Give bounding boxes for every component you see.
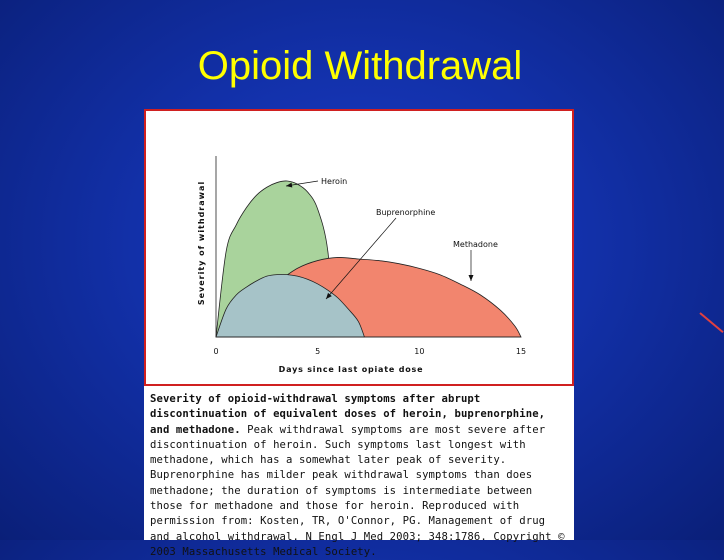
x-ticks <box>213 347 526 356</box>
accent-line <box>699 312 723 333</box>
y-axis-label: Severity of withdrawal <box>197 180 206 306</box>
caption-body-text: Peak withdrawal symptoms are most severe after discontinuation of heroin. Such symptoms last longest with methadone, which has a somewhat later peak of severity. Buprenorphine has milder peak withdrawal symptoms than does methadone; the duration of symptoms is intermediate between those for methadone and those for heroin. Reproduced with permission from: Kosten, TR, O'Connor, PG. Management of drug and alcohol withdrawal. N Engl J Med 2003; 348:1786. Copyright © 2003 Massachusetts Medical Society. <box>150 423 565 558</box>
withdrawal-chart <box>146 111 572 384</box>
annotation-label: Heroin <box>321 177 348 186</box>
figure-caption <box>144 386 574 558</box>
x-tick-label: 10 <box>414 347 425 356</box>
x-axis-label: Days since last opiate dose <box>278 365 424 374</box>
arrowhead <box>469 275 474 281</box>
annotation-label: Methadone <box>453 240 498 249</box>
slide-title: Opioid Withdrawal <box>197 44 523 88</box>
caption-bold-text: Severity of opioid-withdrawal symptoms after abrupt discontinuation of equivalent doses of heroin, buprenorphine, and methadone. <box>150 393 546 436</box>
chart-areas <box>216 181 521 337</box>
x-tick-label: 0 <box>213 347 219 356</box>
x-tick-label: 5 <box>315 347 321 356</box>
figure-panel <box>144 109 574 386</box>
x-tick-label: 15 <box>515 347 527 356</box>
annotation-label: Buprenorphine <box>376 208 436 217</box>
